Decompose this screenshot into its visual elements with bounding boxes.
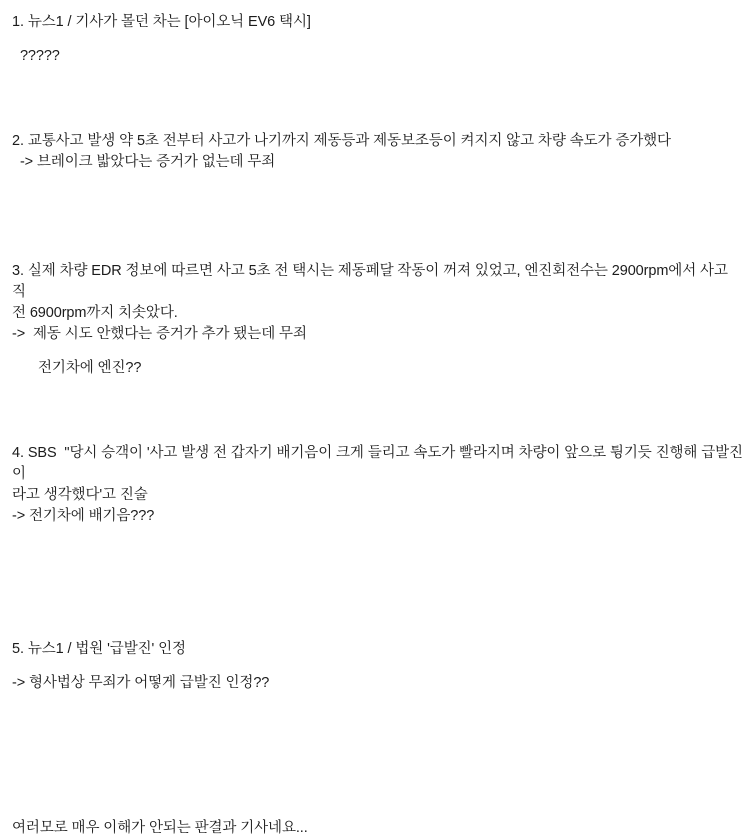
item-heading: 4. SBS "당시 승객이 '사고 발생 전 갑자기 배기음이 크게 들리고 속도가 빨라지며 차량이 앞으로 튕기듯 진행해 급발진이 [12,445,743,482]
list-item [12,12,744,67]
item-heading: 3. 실제 차량 EDR 정보에 따르면 사고 5초 전 택시는 제동페달 작동이 꺼져 있었고, 엔진회전수는 2900rpm에서 사고 직 [12,263,732,300]
list-item [12,639,744,694]
item-heading: 2. 교통사고 발생 약 5초 전부터 사고가 나기까지 제동등과 제동보조등이 켜지지 않고 차량 속도가 증가했다 [12,133,671,149]
list-item [12,261,744,379]
item-heading: 5. 뉴스1 / 법원 '급발진' 인정 [12,641,186,657]
spacer [12,379,744,443]
list-item [12,131,744,173]
item-heading-continued: 라고 생각했다'고 진술 [12,487,148,503]
item-heading: 1. 뉴스1 / 기사가 몰던 차는 [아이오닉 EV6 택시] [12,14,311,30]
spacer [12,173,744,261]
spacer [12,527,744,615]
closing-remark: 여러모로 매우 이해가 안되는 판결과 기사네요... [12,820,308,836]
item-note: ????? [16,48,60,64]
spacer [12,660,744,673]
item-note: -> 제동 시도 안했다는 증거가 추가 됐는데 무죄 [12,326,307,342]
spacer [12,694,744,782]
item-note: -> 형사법상 무죄가 어떻게 급발진 인정?? [12,675,270,691]
spacer [12,615,744,639]
item-note: -> 전기차에 배기음??? [12,508,155,524]
list-item [12,443,744,527]
spacer [12,33,744,46]
item-heading-continued: 전 6900rpm까지 치솟았다. [12,305,178,321]
item-note: -> 브레이크 밟았다는 증거가 없는데 무죄 [16,154,276,170]
spacer [12,67,744,131]
spacer [12,782,744,818]
spacer [12,345,744,358]
item-note-secondary: 전기차에 엔진?? [38,360,142,376]
